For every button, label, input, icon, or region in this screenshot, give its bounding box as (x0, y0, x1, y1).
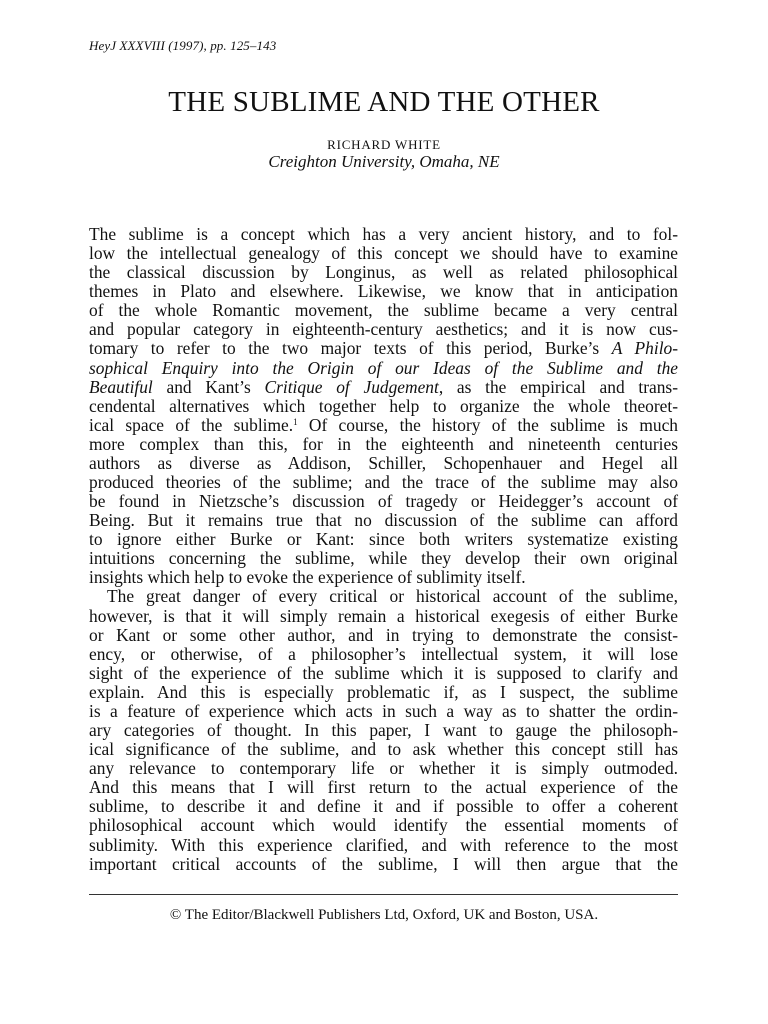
body-line: sight of the experience of the sublime which it is supposed to clarify and (89, 662, 678, 683)
body-line (89, 416, 678, 435)
body-line: Being. But it remains true that no discussion of the sublime can afford (89, 510, 678, 531)
body-line: however, is that it will simply remain a historical exegesis of either Burke (89, 605, 678, 626)
body-line: sublimity. With this experience clarified, and with reference to the most (89, 834, 678, 855)
body-line: themes in Plato and elsewhere. Likewise, we know that in anticipation (89, 281, 678, 302)
body-fragment: and Kant’s (152, 376, 265, 397)
book-title-burke: A Philo- (611, 338, 679, 359)
body-line: more complex than this, for in the eighteenth and nineteenth centuries (89, 433, 678, 454)
body-fragment: tomary to refer to the two major texts of this period, Burke’s (89, 338, 612, 359)
body-line: intuitions concerning the sublime, while they develop their own original (89, 548, 678, 569)
body-line: to ignore either Burke or Kant: since both writers systematize existing (89, 529, 678, 550)
book-title-kant: Critique of Judgement (264, 376, 439, 397)
copyright-notice: © The Editor/Blackwell Publishers Ltd, Oxford, UK and Boston, USA. (169, 907, 599, 923)
body-line: any relevance to contemporary life or whether it is simply outmoded. (89, 758, 678, 779)
body-line: or Kant or some other author, and in trying to demonstrate the consist- (89, 624, 678, 645)
body-line: the classical discussion by Longinus, as well as related philosophical (89, 262, 678, 283)
body-line: be found in Nietzsche’s discussion of tragedy or Heidegger’s account of (89, 491, 678, 512)
body-fragment: ical space of the sublime. (89, 414, 294, 435)
body-line (89, 339, 678, 358)
book-title-burke-end: Beautiful (89, 376, 153, 397)
body-line: authors as diverse as Addison, Schiller, Schopenhauer and Hegel all (89, 452, 678, 473)
body-line: insights which help to evoke the experience of sublimity itself. (89, 567, 526, 588)
body-line: cendental alternatives which together help to organize the whole theoret- (89, 395, 678, 416)
body-line: The great danger of every critical or historical account of the sublime, (107, 586, 678, 607)
footer-divider (89, 894, 678, 895)
body-line: important critical accounts of the sublime, I will then argue that the (89, 853, 678, 874)
body-line: produced theories of the sublime; and the trace of the sublime may also (89, 472, 678, 493)
body-fragment: Of course, the history of the sublime is much (297, 414, 678, 435)
body-line: is a feature of experience which acts in such a way as to shatter the ordin- (89, 700, 678, 721)
author-name: RICHARD WHITE (327, 137, 441, 152)
article-title: THE SUBLIME AND THE OTHER (168, 86, 600, 118)
body-line: The sublime is a concept which has a very ancient history, and to fol- (89, 224, 678, 244)
body-line: sublime, to describe it and define it and if possible to offer a coherent (89, 796, 678, 817)
body-line (89, 378, 678, 397)
body-line: of the whole Romantic movement, the sublime became a very central (89, 300, 678, 321)
article-body (89, 225, 678, 874)
body-line: And this means that I will first return to the actual experience of the (89, 777, 678, 798)
body-line: philosophical account which would identify the essential moments of (89, 815, 678, 836)
body-line: ency, or otherwise, of a philosopher’s intellectual system, it will lose (89, 643, 678, 664)
body-line: ical significance of the sublime, and to ask whether this concept still has (89, 739, 678, 760)
running-head: HeyJ XXXVIII (1997), pp. 125–143 (89, 38, 277, 53)
body-line: and popular category in eighteenth-century aesthetics; and it is now cus- (89, 319, 678, 340)
body-line: ary categories of thought. In this paper, I want to gauge the philosoph- (89, 720, 678, 741)
body-line (89, 359, 678, 378)
author-affiliation: Creighton University, Omaha, NE (268, 152, 500, 171)
body-fragment: , as the empirical and trans- (438, 376, 678, 397)
footnote-marker[interactable]: 1 (293, 416, 298, 427)
body-line: low the intellectual genealogy of this concept we should have to examine (89, 243, 678, 264)
book-title-burke-cont: sophical Enquiry into the Origin of our Ideas of the Sublime and the (89, 357, 678, 378)
body-line: explain. And this is especially problematic if, as I suspect, the sublime (89, 681, 678, 702)
